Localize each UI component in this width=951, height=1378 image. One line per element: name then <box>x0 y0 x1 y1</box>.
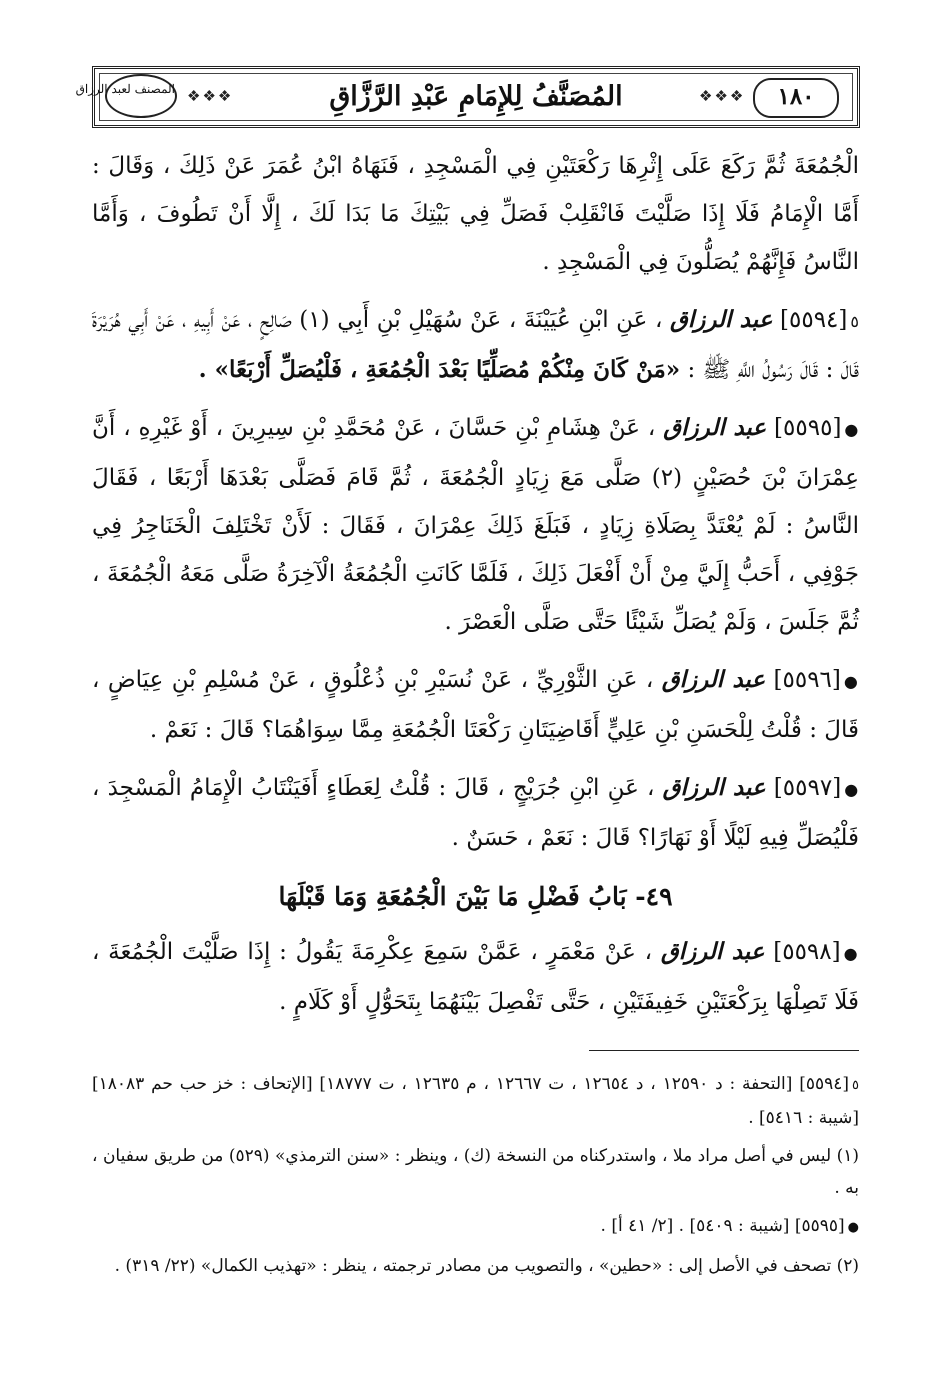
entry-mark: ٥ <box>850 312 859 331</box>
entry-text: ، عَنْ مَعْمَرٍ ، عَمَّنْ سَمِعَ عِكْرِمَةَ يَقُولُ : إِذَا صَلَّيْتَ الْجُمُعَةَ ، فَلَا تَصِلْهَا بِرَكْعَتَيْنِ خَفِيفَتَيْنِ ، حَتَّى تَفْصِلَ بَيْنَهُمَا بِتَحَوُّلٍ أَوْ كَلَامٍ . <box>92 939 859 1015</box>
entry-number: [٥٥٩٧] <box>773 775 842 801</box>
hadith-entry-5598 <box>92 928 859 1026</box>
book-title: المُصَنَّفُ لِلإِمَامِ عَبْدِ الرَّزَّاقِ <box>329 81 623 112</box>
entry-number: [٥٥٩٦] <box>773 667 841 693</box>
narrator-name: عبد الرزاق <box>661 666 766 693</box>
ornament-icon: ❖❖❖ <box>187 87 234 105</box>
entry-text: ، عَنِ ابْنِ عُيَيْنَةَ ، عَنْ سُهَيْلِ بْنِ أَبِي (١) صَالِحٍ ، عَنْ أَبِيهِ ، عَنْ أَبِي هُرَيْرَةَ قَالَ : قَالَ رَسُولُ اللَّهِ ﷺ : <box>92 307 859 383</box>
entry-text: ، عَنِ ابْنِ جُرَيْجٍ ، قَالَ : قُلْتُ لِعَطَاءٍ أَفَيَنْتَابُ الْإِمَامُ الْمَسْجِدَ ، فَلْيُصَلِّ فِيهِ لَيْلًا أَوْ نَهَارًا؟ قَالَ : نَعَمْ ، حَسَنٌ . <box>92 775 859 851</box>
intro-paragraph: الْجُمُعَةَ ثُمَّ رَكَعَ عَلَى إِثْرِهَا رَكْعَتَيْنِ فِي الْمَسْجِدِ ، فَنَهَاهُ ابْنُ عُمَرَ عَنْ ذَلِكَ ، وَقَالَ : أَمَّا الْإِمَامُ فَلَا إِذَا صَلَّيْتَ فَانْقَلِبْ فَصَلِّ فِي بَيْتِكَ مَا بَدَا لَكَ ، إِلَّا أَنْ تَطُوفَ ، وَأَمَّا النَّاسُ فَإِنَّهُمْ يُصَلُّونَ فِي الْمَسْجِدِ . <box>92 153 859 275</box>
footnote-text: [٥٥٩٤] [التحفة : د ١٢٥٩٠ ، د ١٢٦٥٤ ، ت ١٢٦٦٧ ، م ١٢٦٣٥ ، ت ١٨٧٧٧] [الإتحاف : خز حب حم ١٨٠٨٣] [شيبة : ٥٤١٦] . <box>92 1074 859 1128</box>
ornament-icon: ❖❖❖ <box>699 87 746 105</box>
hadith-entry-5594 <box>92 296 859 394</box>
entry-mark: ● <box>843 944 860 963</box>
page-number: ١٨٠ <box>753 78 839 118</box>
entry-mark: ● <box>844 420 860 439</box>
hadith-entry-5595 <box>92 404 859 646</box>
narrator-name: عبد الرزاق <box>660 938 765 965</box>
footnote-text: (١) ليس في أصل مراد ملا ، واستدركناه من النسخة (ك) ، وينظر : «سنن الترمذي» (٥٢٩) من طريق سفيان ، به . <box>92 1146 859 1198</box>
chapter-heading: ٤٩- بَابُ فَضْلِ مَا بَيْنَ الْجُمُعَةِ وَمَا قَبْلَهَا <box>278 882 673 911</box>
hadith-entry-5596 <box>92 656 859 754</box>
footnote-text: [٥٥٩٥] [شيبة : ٥٤٠٩] . [٢/ ٤١ أ] . <box>600 1216 845 1236</box>
footnote-2 <box>92 1250 859 1282</box>
entry-mark: ● <box>844 780 859 799</box>
footnote-mark: ● <box>847 1220 859 1235</box>
page-header <box>75 66 860 128</box>
page-body <box>92 142 859 1026</box>
footnote-5594 <box>92 1068 859 1134</box>
footnote-1 <box>92 1140 859 1204</box>
entry-number: [٥٥٩٥] <box>774 415 842 441</box>
book-seal: المصنف لعبد الرزاق <box>105 74 177 118</box>
footnote-text: (٢) تصحف في الأصل إلى : «حطين» ، والتصويب من مصادر ترجمته ، ينظر : «تهذيب الكمال» (٢٢/ ٣١٩) . <box>114 1256 859 1276</box>
narrator-name: عبد الرزاق <box>669 306 773 333</box>
entry-text: ، عَنِ الثَّوْرِيِّ ، عَنْ نُسَيْرِ بْنِ ذُعْلُوقٍ ، عَنْ مُسْلِمِ بْنِ عِيَاضٍ ، قَالَ : قُلْتُ لِلْحَسَنِ بْنِ عَلِيٍّ أَقَاضِيَتَانِ رَكْعَتَا الْجُمُعَةِ مِمَّا سِوَاهُمَا؟ قَالَ : نَعَمْ . <box>92 667 859 743</box>
entry-number: [٥٥٩٨] <box>773 939 841 965</box>
footnote-5595 <box>92 1210 859 1244</box>
footnotes <box>92 1068 859 1288</box>
narrator-name: عبد الرزاق <box>662 774 766 801</box>
narrator-name: عبد الرزاق <box>663 414 767 441</box>
entry-text: ، عَنْ هِشَامِ بْنِ حَسَّانَ ، عَنْ مُحَمَّدِ بْنِ سِيرِينَ ، أَوْ غَيْرِهِ ، أَنَّ عِمْرَانَ بْنَ حُصَيْنٍ (٢) صَلَّى مَعَ زِيَادٍ الْجُمُعَةَ ، ثُمَّ قَامَ فَصَلَّى بَعْدَهَا أَرْبَعًا ، فَقَالَ النَّاسُ : لَمْ يُعْتَدَّ بِصَلَاةِ زِيَادٍ ، فَبَلَغَ ذَلِكَ عِمْرَانَ ، فَقَالَ : لَأَنْ تَخْتَلِفَ الْخَنَاجِرُ فِي جَوْفِي ، أَحَبُّ إِلَيَّ مِنْ أَنْ أَفْعَلَ ذَلِكَ ، فَلَمَّا كَانَتِ الْجُمُعَةُ الْآخِرَةُ صَلَّى مَعَهُ الْجُمُعَةَ ، ثُمَّ جَلَسَ ، وَلَمْ يُصَلِّ شَيْئًا حَتَّى صَلَّى الْعَصْرَ . <box>92 415 859 635</box>
entry-number: [٥٥٩٤] <box>780 307 848 333</box>
hadith-entry-5597 <box>92 764 859 862</box>
footnote-mark: ٥ <box>852 1078 859 1093</box>
footnote-divider <box>589 1050 859 1051</box>
hadith-text: «مَنْ كَانَ مِنْكُمْ مُصَلِّيًا بَعْدَ الْجُمُعَةِ ، فَلْيُصَلِّ أَرْبَعًا» . <box>198 356 681 383</box>
entry-mark: ● <box>843 672 859 691</box>
